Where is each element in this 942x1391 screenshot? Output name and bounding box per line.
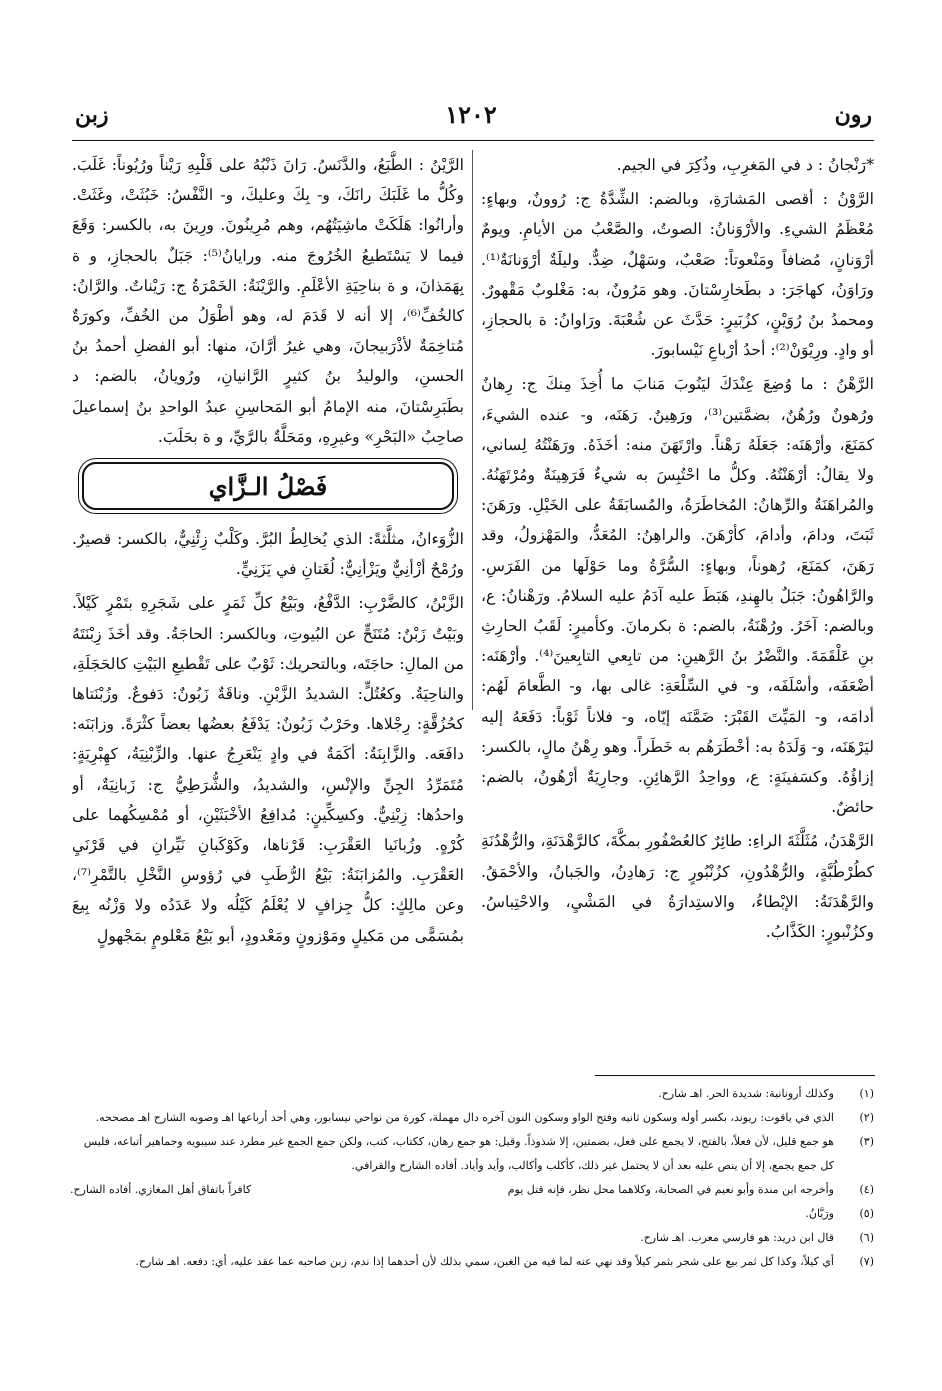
section-title-zay: فَصْلُ الـزَّاي: [82, 462, 454, 510]
footnote-2: (٢) الذي في ياقوت: ريوند، بكسر أوله وسكون ثانيه وفتح الواو وسكون النون آخره دال مهملة، كورة من نواحي نيسابور، وهي أحد أرباعها اهـ وصوبه الشارح اهـ مصححه.: [95, 1111, 874, 1124]
footnote-6: (٦) قال ابن دريد: هو فارسي معرب. اهـ شارح.: [640, 1231, 874, 1244]
right-column: [481, 150, 874, 1080]
entry-rahn: الرَّهْنُ : ما وُضِعَ عِنْدَكَ ليَنُوبَ مَنابَ ما أُخِذَ مِنكَ ج: رِهانٌ ورُهونٌ ورُهُنٌ، بضمَّتين⁽³⁾، ورَهِينٌ. رَهَنَه، و- عنده الشيءَ، كمَنَعَ، وأرْهَنَه: جَعَلَهُ رَهْناً. وارْتَهَنَ منه: أخَذَهُ. ورَهَنْتُهُ لِساني، ولا يقالُ: أرْهَنْتُهُ. وكلُّ ما احْتُبِسَ به شيءٌ فَرَهِينَةٌ ومُرْتَهَنُهُ. والمُراهَنَةُ والرِّهانُ: المُخاطَرَةُ، والمُسابَقَةُ على الخَيْلِ. ورَهَنَ: ثَبَتَ، ودامَ، وأدامَ، كأرْهَنَ. والراهِنُ: المُعَدُّ، والمَهْزولُ، وقد رَهَنَ، كمَنَعَ، رُهوناً، وبهاءٍ: السُّرَّةُ وما حَوْلَها من الفَرَسِ. والرَّاهُونُ: جَبَلٌ بالهِندِ، هَبَطَ عليه آدَمُ عليه السلامُ. ورَهْنانُ: ع، وبالضم: آخَرُ. ورُهْنَةُ، بالضم: ة بكرمانَ. وكأميرٍ: لَقَبُ الحارِثِ بنِ عَلْقَمَةَ. والنَّضْرُ بنُ الرَّهينِ: من تابِعي التابِعينَ⁽⁴⁾. وأرْهَنَه: أضْعَفَه، وأسْلَفَه، و- في السِّلْعَةِ: غالى بها، و- الطَّعامَ لَهُم: أدامَه، و- المَيِّتَ القَبْرَ: ضَمَّنَه إيّاه، و- فلاناً ثَوْباً: دَفَعَهُ إليه ليَرْهَنَه، و- وَلَدَهُ به: أخْطَرَهُم به خَطَراً. وهو رِهْنُ مالٍ، بالكسر: إزاؤُهُ. وكسَفينَةٍ: ع، وواحِدُ الرَّهائِنِ. وجارِيَةٌ أرْهُونُ، بالضم: حائضٌ.: [481, 375, 874, 817]
footnote-3: (٣) هو جمع قليل، لأن فعلاً، بالفتح، لا يجمع على فعل، بضمتين، إلا شذوذاً. وقيل: هو جمع رهان، ككتاب، كتب، ولكن جمع الجمع غير مطرد عند سيبويه وجماهير أتباعه، فليس كل جمع يجمع، إلا أن ينص عليه بعد أن لا يحتمل غير ذلك، كأكلب وأكالب، وأيد وأياد. أفاده الشارح والقرافي.: [83, 1135, 874, 1172]
entry-zabn: الزَّبْنُ، كالضَّرْبِ: الدَّفْعُ، وبَيْعُ كلِّ ثَمَرٍ على شَجَرِهِ بتَمْرٍ كَيْلاً. وبَيْتٌ زَبْنٌ: مُتَنَحٍّ عن البُيوتِ، وبالكسر: الحاجَةُ. وقد أخَذَ زِبْنَتَهُ من المالِ: حاجَتَه، وبالتحريك: ثَوْبٌ على تَقْطيعِ البَيْتِ كالحَجَلَةِ، والناحِيَةُ. وكعُتُلٍّ: الشديدُ الزَّبْنِ. وناقَةٌ زَبُونٌ: دَفوعٌ. وزُبْنَتاها كحُزُقَّةٍ: رِجْلاها. وحَرْبٌ زَبُونٌ: يَدْفَعُ بعضُها بعضاً كثْرَةً. وزابَنَه: دافَعَه. والزَّابِنَةُ: أكَمَةٌ في وادٍ يَنْعَرِجُ عنها. والزِّبْنِيَةُ، كهِبْرِيَةٍ: مُتَمَرِّدُ الجِنِّ والإنْسِ، والشديدُ، والشُّرَطِيُّ ج: زَبانِيَةٌ، أو واحدُها: زِبْنِيٌّ. وكسِكِّينٍ: مُدافِعُ الأخْبَثَيْنِ، أو مُمْسِكُهما على كُرْهٍ. وزُبانَيا العَقْرَبِ: قَرْناها، وكَوْكَبانِ نَيِّرانِ في قَرْنَيِ العَقْرَبِ. والمُزابَنَةُ: بَيْعُ الرُّطَبِ في رُؤوسِ النَّخْلِ بالتَّمْرِ⁽⁷⁾، وعن مالِكٍ: كلُّ جِزافٍ لا يُعْلَمُ كَيْلُه ولا عَدَدُه ولا وَزْنُه بِيعَ بمُسَمًّى من مَكيلٍ ومَوْزونٍ ومَعْدودٍ، أبو بَيْعُ مَعْلومٍ بمَجْهولٍ: [72, 594, 464, 945]
entry-rawn: الرَّوْنُ : أقصى المَشارَةِ، وبالضم: الشِّدَّةُ ج: رُوونٌ، وبهاءٍ: مُعْظَمُ الشيءِ. والأرْوَنانُ: الصوتُ، والصَّعْبُ من الأيامِ. ويومٌ أرْوَنانٍ، مُضافاً ومَنْعوتاً: صَعْبٌ، وسَهْلٌ، ضِدٌّ. وليلَةٌ أرْوَنانَةٌ⁽¹⁾. ورَاوَنُ، كهاجَرَ: د بطَخارِسْتانَ. وهو مَرُونٌ، به: مَغْلوبٌ مَقْهورٌ. ومحمدُ بنُ رُوَيْنٍ، كزُبَيرٍ: حَدَّثَ عن شُعْبَةَ. ورَاوانُ: ة بالحجازِ، أو وادٍ. ورِيْوَنْ⁽²⁾: أحدُ أرْباعِ نَيْسابورَ.: [481, 190, 874, 360]
entry-rayn: الرَّيْنُ : الطَّبَعُ، والدَّنَسُ. رَانَ ذَنْبُهُ على قَلْبِهِ رَيْناً ورُيُوناً: غَلَبَ. وكُلُّ ما غَلَبَكَ رانَكَ، و- بِكَ وعليكَ، و- النَّفْسُ: خَبُثَتْ، وغَثَتْ. وأرانُوا: هَلَكَتْ ماشِيَتُهُم، وهم مُرِينُونَ. ورِينَ به، بالكسر: وَقَعَ فيما لا يَسْتَطيعُ الخُرُوجَ منه. ورايانُ⁽⁵⁾: جَبَلٌ بالحجازِ، و ة بِهَمَذانَ، و ة بناحِيَةِ الأعْلَمِ. والرَّيْنَةُ: الخَمْرَةُ ج: رَيْناتٌ. والرَّانُ: كالخُفِّ⁽⁶⁾، إلا أنه لا قَدَمَ له، وهو أطْوَلُ من الخُفِّ، وكورَةٌ مُتاخِمَةٌ لأذْرَبيجانَ، وهي غيرُ أرَّانَ، منها: أبو الفضلِ أحمدُ بنُ الحسنِ، والوليدُ بنُ كثيرٍ الرَّانيانِ، ورُويانُ، بالضم: د بطَبَرِسْتانَ، منه الإمامُ أبو المَحاسِنِ عبدُ الواحدِ بنُ إسماعيلَ صاحِبُ «البَحْرِ» وغيرِهِ، ومَحَلَّةٌ بالرَّيِّ، و ة بحَلَبَ.: [72, 156, 464, 446]
left-column: [72, 150, 464, 1080]
header-rule: [72, 140, 874, 141]
page-number: ١٢٠٢: [445, 100, 497, 129]
running-header-left: زبن: [75, 102, 109, 128]
footnote-7: (٧) أي كيلاً، وكذا كل ثمر بيع على شجر بثمر كيلاً وقد نهي عنه لما فيه من الغبن، سمي بذلك لأن أحدهما إذا ندم، زبن صاحبه عما عقد عليه، أي: دفعه. اهـ شارح.: [135, 1255, 874, 1268]
entry-ranjan: *رَنْجانُ : د في المَغرِبِ، وذُكِرَ في الجيم.: [616, 156, 874, 174]
footnote-4: (٤) وأخرجه ابن مندة وأبو نعيم في الصحابة، وكلاهما محل نظر، فإنه قتل يوم كافراً باتفاق أهل المغازي. أفاده الشارح.: [70, 1183, 874, 1196]
entry-zuwan: الزُّوَءانُ، مثلَّثةً: الذي يُخالِطُ البُرَّ. وكَلْبٌ زِئْنِيٌّ، بالكسر: قصيرٌ. ورُمْحٌ أزْأنِيٌّ ويَزْأنِيٌّ: لُغَتانِ في يَزَنِيٍّ.: [72, 530, 464, 579]
column-divider: [472, 150, 473, 710]
footnotes: [70, 1082, 874, 1274]
footnote-rule: [595, 1075, 875, 1076]
footnote-5: (٥) ورَيَّانُ.: [805, 1207, 874, 1220]
running-header-right: رون: [834, 102, 872, 128]
footnote-1: (١) وكذلك أرونانية: شديدة الحر. اهـ شارح.: [658, 1087, 874, 1100]
entry-rahdan: الرَّهْدَنُ، مُثَلَّثَةَ الراءِ: طائِرٌ كالعُصْفُورِ بمكَّةَ، كالرَّهْدَنَةِ، والرُّهْدُنَةِ كطُرْطُبَّةٍ، والرُّهْدُونِ، كزُنْبُورٍ ج: رَهادِنُ، والجَبانُ، والأحْمَقُ. والرَّهْدَنَةُ: الإبْطاءُ، والاستِدارَةُ في المَشْيِ، والاحْتِباسُ. وكزُنْبورٍ: الكَذَّابُ.: [481, 832, 874, 942]
